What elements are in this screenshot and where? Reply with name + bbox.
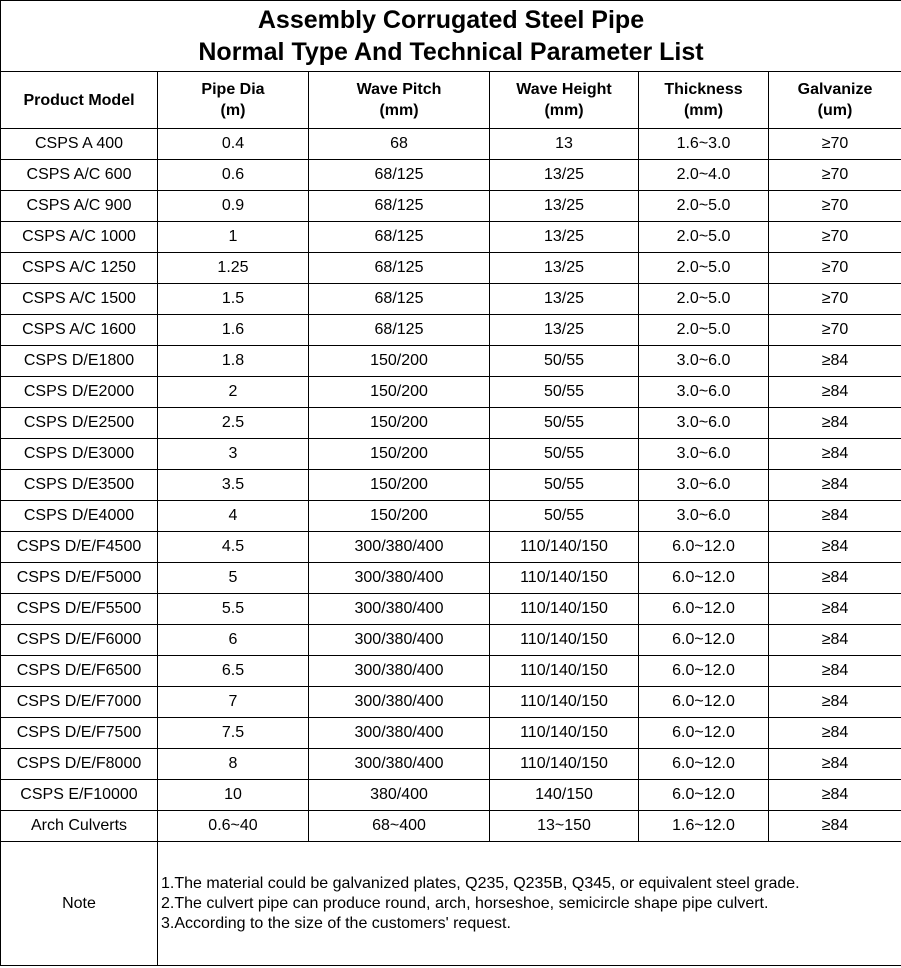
cell-pipe-dia: 7 <box>158 687 309 718</box>
cell-galvanize: ≥70 <box>769 222 901 253</box>
table-row <box>1 191 901 222</box>
cell-galvanize: ≥84 <box>769 811 901 842</box>
table-row <box>1 160 901 191</box>
table-row <box>1 377 901 408</box>
cell-thickness: 6.0~12.0 <box>639 594 769 625</box>
cell-pipe-dia: 3 <box>158 439 309 470</box>
cell-wave-height: 13/25 <box>490 284 639 315</box>
cell-wave-height: 50/55 <box>490 346 639 377</box>
cell-product-model: CSPS A 400 <box>1 129 158 160</box>
table-body <box>1 129 901 842</box>
column-header-unit: (mm) <box>379 102 419 119</box>
cell-galvanize: ≥84 <box>769 470 901 501</box>
cell-pipe-dia: 2 <box>158 377 309 408</box>
cell-thickness: 3.0~6.0 <box>639 346 769 377</box>
cell-wave-pitch: 300/380/400 <box>309 563 490 594</box>
table-row <box>1 594 901 625</box>
cell-product-model: CSPS D/E/F7000 <box>1 687 158 718</box>
column-header-label: Pipe Dia <box>201 81 265 98</box>
cell-galvanize: ≥84 <box>769 780 901 811</box>
cell-galvanize: ≥70 <box>769 315 901 346</box>
cell-pipe-dia: 6 <box>158 625 309 656</box>
table-title <box>1 1 901 72</box>
cell-wave-height: 110/140/150 <box>490 532 639 563</box>
cell-wave-pitch: 300/380/400 <box>309 656 490 687</box>
cell-product-model: CSPS D/E2000 <box>1 377 158 408</box>
column-header-thickness <box>639 72 769 129</box>
cell-wave-pitch: 150/200 <box>309 439 490 470</box>
cell-wave-pitch: 300/380/400 <box>309 532 490 563</box>
cell-galvanize: ≥84 <box>769 563 901 594</box>
cell-galvanize: ≥84 <box>769 501 901 532</box>
cell-galvanize: ≥84 <box>769 439 901 470</box>
table-row <box>1 253 901 284</box>
cell-galvanize: ≥84 <box>769 718 901 749</box>
cell-thickness: 2.0~5.0 <box>639 284 769 315</box>
cell-wave-height: 13 <box>490 129 639 160</box>
cell-product-model: CSPS D/E/F7500 <box>1 718 158 749</box>
cell-wave-pitch: 150/200 <box>309 470 490 501</box>
cell-wave-height: 110/140/150 <box>490 749 639 780</box>
cell-thickness: 6.0~12.0 <box>639 625 769 656</box>
cell-wave-height: 110/140/150 <box>490 718 639 749</box>
column-header-label: Wave Height <box>516 81 612 98</box>
column-header-unit: (mm) <box>683 102 724 119</box>
cell-wave-height: 110/140/150 <box>490 656 639 687</box>
cell-wave-height: 110/140/150 <box>490 687 639 718</box>
cell-pipe-dia: 1.6 <box>158 315 309 346</box>
table-row <box>1 315 901 346</box>
cell-galvanize: ≥84 <box>769 625 901 656</box>
cell-pipe-dia: 3.5 <box>158 470 309 501</box>
note-row <box>1 842 901 966</box>
cell-pipe-dia: 8 <box>158 749 309 780</box>
cell-product-model: CSPS A/C 900 <box>1 191 158 222</box>
table-row <box>1 780 901 811</box>
cell-pipe-dia: 5.5 <box>158 594 309 625</box>
table-row <box>1 346 901 377</box>
cell-wave-height: 13~150 <box>490 811 639 842</box>
cell-product-model: CSPS A/C 600 <box>1 160 158 191</box>
cell-pipe-dia: 1 <box>158 222 309 253</box>
cell-thickness: 6.0~12.0 <box>639 656 769 687</box>
cell-product-model: CSPS D/E/F8000 <box>1 749 158 780</box>
cell-product-model: CSPS D/E/F5000 <box>1 563 158 594</box>
cell-product-model: CSPS D/E4000 <box>1 501 158 532</box>
cell-product-model: CSPS D/E/F6000 <box>1 625 158 656</box>
cell-wave-height: 13/25 <box>490 315 639 346</box>
cell-wave-height: 110/140/150 <box>490 625 639 656</box>
table-row <box>1 222 901 253</box>
cell-wave-pitch: 68/125 <box>309 315 490 346</box>
cell-thickness: 3.0~6.0 <box>639 439 769 470</box>
cell-wave-height: 50/55 <box>490 470 639 501</box>
cell-pipe-dia: 7.5 <box>158 718 309 749</box>
cell-wave-height: 110/140/150 <box>490 563 639 594</box>
cell-galvanize: ≥84 <box>769 377 901 408</box>
column-header-product-model <box>1 72 158 129</box>
title-line-1: Assembly Corrugated Steel Pipe <box>257 6 645 34</box>
cell-wave-pitch: 68/125 <box>309 160 490 191</box>
cell-thickness: 2.0~5.0 <box>639 191 769 222</box>
cell-pipe-dia: 10 <box>158 780 309 811</box>
cell-pipe-dia: 0.9 <box>158 191 309 222</box>
cell-galvanize: ≥84 <box>769 749 901 780</box>
column-header-label: Galvanize <box>797 81 873 98</box>
cell-galvanize: ≥84 <box>769 594 901 625</box>
cell-wave-height: 50/55 <box>490 408 639 439</box>
table-row <box>1 563 901 594</box>
cell-product-model: CSPS D/E/F4500 <box>1 532 158 563</box>
table-row <box>1 749 901 780</box>
table-row <box>1 408 901 439</box>
cell-galvanize: ≥84 <box>769 408 901 439</box>
cell-wave-height: 13/25 <box>490 160 639 191</box>
cell-product-model: CSPS D/E1800 <box>1 346 158 377</box>
table-row <box>1 501 901 532</box>
cell-product-model: CSPS D/E2500 <box>1 408 158 439</box>
note-line: 1.The material could be galvanized plates, Q235, Q235B, Q345, or equivalent steel grade. <box>161 874 800 892</box>
cell-product-model: CSPS A/C 1600 <box>1 315 158 346</box>
cell-wave-pitch: 300/380/400 <box>309 687 490 718</box>
cell-pipe-dia: 6.5 <box>158 656 309 687</box>
cell-product-model: CSPS A/C 1000 <box>1 222 158 253</box>
cell-product-model: CSPS A/C 1500 <box>1 284 158 315</box>
cell-galvanize: ≥84 <box>769 532 901 563</box>
table-row <box>1 656 901 687</box>
cell-wave-pitch: 150/200 <box>309 346 490 377</box>
cell-thickness: 3.0~6.0 <box>639 470 769 501</box>
note-line: 3.According to the size of the customers' request. <box>161 914 511 932</box>
cell-thickness: 1.6~3.0 <box>639 129 769 160</box>
table-row <box>1 718 901 749</box>
cell-pipe-dia: 0.6 <box>158 160 309 191</box>
cell-pipe-dia: 0.6~40 <box>158 811 309 842</box>
cell-wave-pitch: 150/200 <box>309 408 490 439</box>
cell-wave-pitch: 68~400 <box>309 811 490 842</box>
cell-wave-pitch: 150/200 <box>309 377 490 408</box>
cell-product-model: CSPS D/E/F5500 <box>1 594 158 625</box>
cell-wave-pitch: 150/200 <box>309 501 490 532</box>
cell-thickness: 2.0~5.0 <box>639 222 769 253</box>
cell-wave-height: 110/140/150 <box>490 594 639 625</box>
cell-wave-height: 50/55 <box>490 377 639 408</box>
cell-product-model: CSPS D/E3000 <box>1 439 158 470</box>
note-line: 2.The culvert pipe can produce round, arch, horseshoe, semicircle shape pipe culvert. <box>161 894 769 912</box>
table-row <box>1 129 901 160</box>
cell-pipe-dia: 4 <box>158 501 309 532</box>
cell-thickness: 6.0~12.0 <box>639 780 769 811</box>
cell-product-model: CSPS A/C 1250 <box>1 253 158 284</box>
column-header-wave-pitch <box>309 72 490 129</box>
cell-pipe-dia: 1.8 <box>158 346 309 377</box>
cell-galvanize: ≥70 <box>769 253 901 284</box>
cell-wave-pitch: 68/125 <box>309 191 490 222</box>
cell-wave-height: 13/25 <box>490 253 639 284</box>
column-header-label: Product Model <box>23 91 135 109</box>
cell-pipe-dia: 1.5 <box>158 284 309 315</box>
cell-wave-pitch: 300/380/400 <box>309 749 490 780</box>
cell-galvanize: ≥70 <box>769 191 901 222</box>
cell-wave-pitch: 300/380/400 <box>309 625 490 656</box>
cell-thickness: 2.0~5.0 <box>639 253 769 284</box>
cell-wave-pitch: 68/125 <box>309 284 490 315</box>
title-line-2: Normal Type And Technical Parameter List <box>198 38 704 66</box>
cell-product-model: CSPS E/F10000 <box>1 780 158 811</box>
column-header-unit: (um) <box>817 102 853 119</box>
column-header-unit: (mm) <box>544 102 584 119</box>
cell-galvanize: ≥70 <box>769 129 901 160</box>
table-row <box>1 439 901 470</box>
cell-product-model: CSPS D/E/F6500 <box>1 656 158 687</box>
column-header-label: Wave Pitch <box>356 81 442 98</box>
cell-thickness: 6.0~12.0 <box>639 687 769 718</box>
cell-thickness: 3.0~6.0 <box>639 377 769 408</box>
cell-wave-height: 13/25 <box>490 191 639 222</box>
cell-thickness: 6.0~12.0 <box>639 749 769 780</box>
cell-pipe-dia: 2.5 <box>158 408 309 439</box>
cell-wave-height: 50/55 <box>490 439 639 470</box>
cell-galvanize: ≥70 <box>769 284 901 315</box>
cell-wave-pitch: 300/380/400 <box>309 718 490 749</box>
cell-thickness: 2.0~5.0 <box>639 315 769 346</box>
table-row <box>1 811 901 842</box>
cell-pipe-dia: 1.25 <box>158 253 309 284</box>
cell-product-model: Arch Culverts <box>1 811 158 842</box>
cell-thickness: 6.0~12.0 <box>639 718 769 749</box>
cell-wave-height: 13/25 <box>490 222 639 253</box>
cell-wave-height: 50/55 <box>490 501 639 532</box>
cell-galvanize: ≥84 <box>769 687 901 718</box>
table-row <box>1 284 901 315</box>
cell-wave-pitch: 68/125 <box>309 253 490 284</box>
column-header-wave-height <box>490 72 639 129</box>
note-text <box>158 842 901 966</box>
cell-thickness: 1.6~12.0 <box>639 811 769 842</box>
column-header-unit: (m) <box>220 102 246 119</box>
column-header-label: Thickness <box>664 81 743 98</box>
cell-pipe-dia: 4.5 <box>158 532 309 563</box>
cell-wave-pitch: 68 <box>309 129 490 160</box>
table-row <box>1 470 901 501</box>
cell-galvanize: ≥84 <box>769 656 901 687</box>
cell-thickness: 6.0~12.0 <box>639 532 769 563</box>
cell-product-model: CSPS D/E3500 <box>1 470 158 501</box>
column-header-galvanize <box>769 72 901 129</box>
table-row <box>1 687 901 718</box>
cell-thickness: 2.0~4.0 <box>639 160 769 191</box>
column-header-row <box>1 72 901 129</box>
cell-wave-pitch: 300/380/400 <box>309 594 490 625</box>
cell-pipe-dia: 0.4 <box>158 129 309 160</box>
cell-thickness: 3.0~6.0 <box>639 408 769 439</box>
cell-wave-height: 140/150 <box>490 780 639 811</box>
table-row <box>1 625 901 656</box>
note-label: Note <box>1 842 158 966</box>
column-header-pipe-dia <box>158 72 309 129</box>
cell-galvanize: ≥84 <box>769 346 901 377</box>
table-row <box>1 532 901 563</box>
cell-pipe-dia: 5 <box>158 563 309 594</box>
cell-thickness: 6.0~12.0 <box>639 563 769 594</box>
cell-wave-pitch: 380/400 <box>309 780 490 811</box>
cell-thickness: 3.0~6.0 <box>639 501 769 532</box>
cell-wave-pitch: 68/125 <box>309 222 490 253</box>
cell-galvanize: ≥70 <box>769 160 901 191</box>
